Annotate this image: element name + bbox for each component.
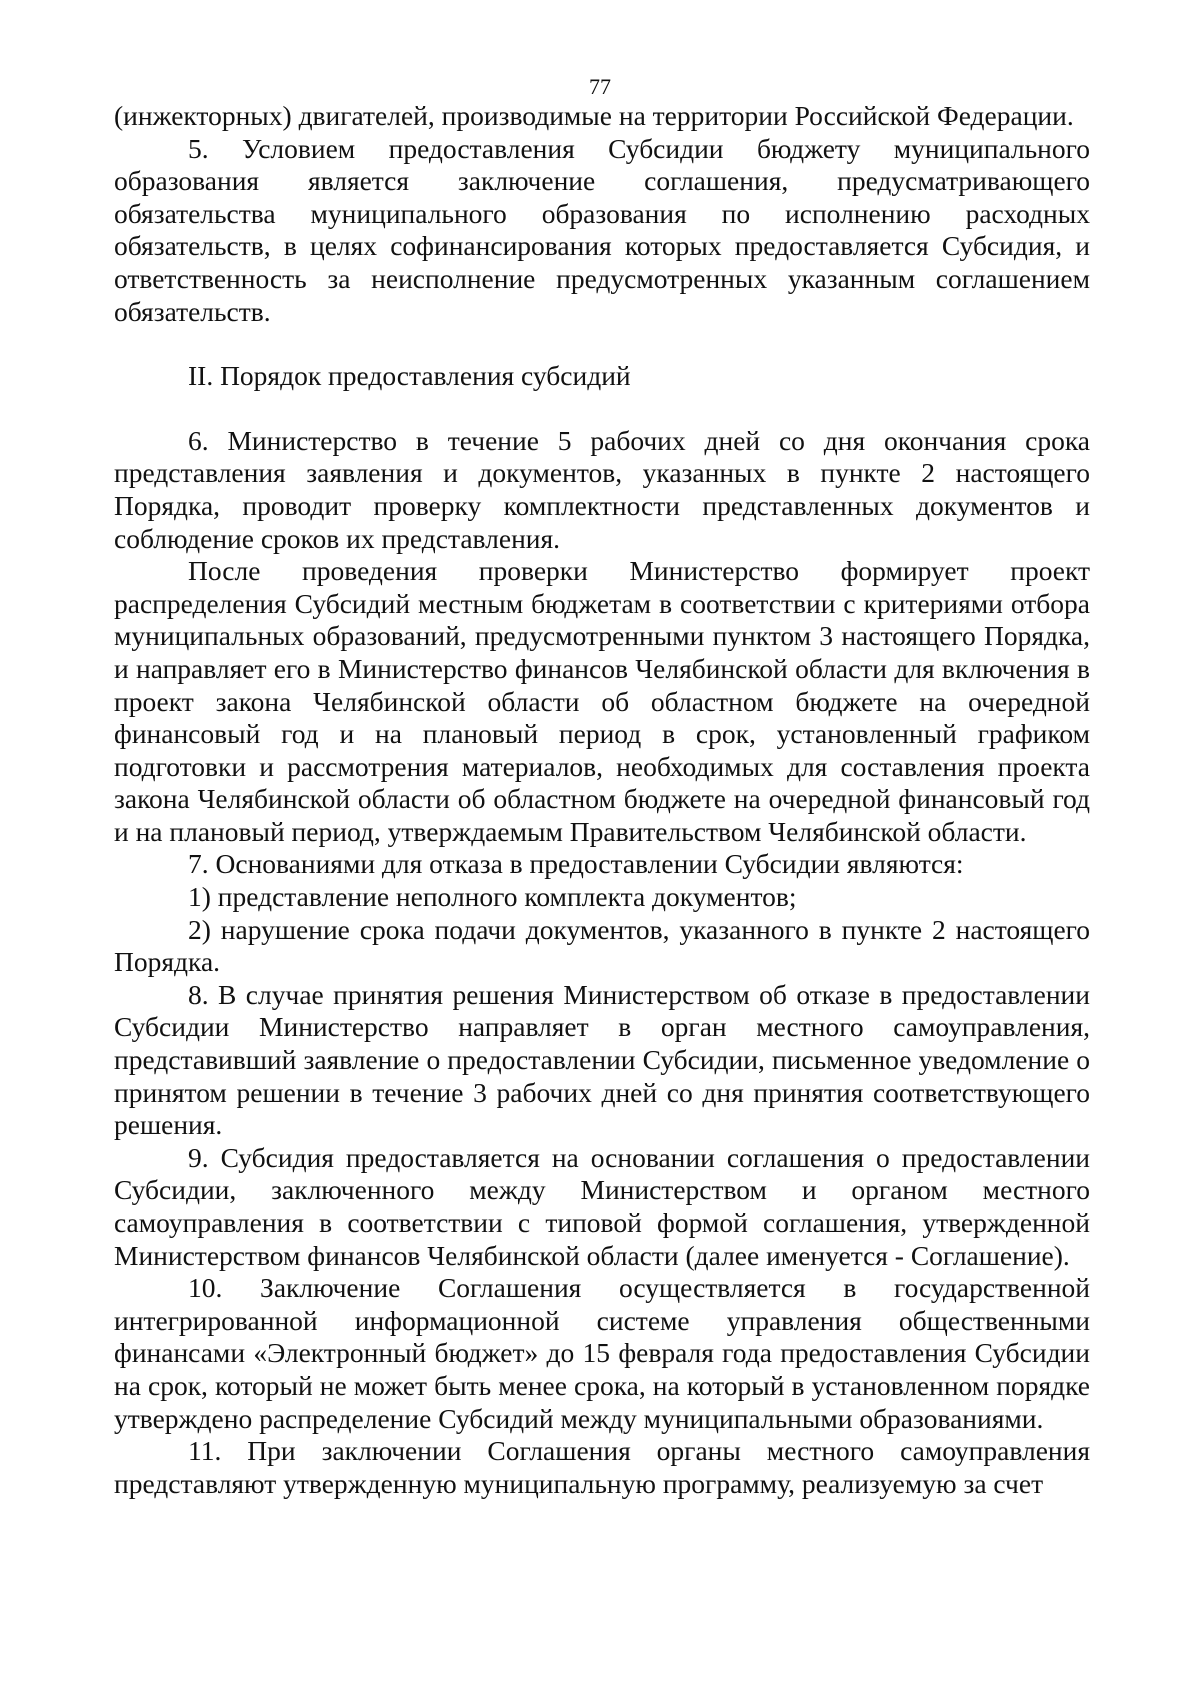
paragraph-11: 11. При заключении Соглашения органы местного самоуправления представляют утвержденную муниципальную программу, реализуемую за счет [114, 1435, 1090, 1499]
paragraph-continuation: (инжекторных) двигателей, производимые на территории Российской Федерации. [114, 100, 1074, 131]
page-number: 77 [589, 74, 611, 99]
paragraph-9: 9. Субсидия предоставляется на основании соглашения о предоставлении Субсидии, заключенного между Министерством и органом местного самоуправления в соответствии с типовой формой соглашения, утвержденной Министерством финансов Челябинской области (далее именуется - Соглашение). [114, 1141, 1090, 1271]
paragraph-10: 10. Заключение Соглашения осуществляется в государственной интегрированной информационной системе управления общественными финансами «Электронный бюджет» до 15 февраля года предоставления Субсидии на срок, который не может быть менее срока, на который в установленном порядке утверждено распределение Субсидий между муниципальными образованиями. [114, 1272, 1090, 1434]
paragraph-7-item-2: 2) нарушение срока подачи документов, указанного в пункте 2 настоящего Порядка. [114, 913, 1090, 978]
section-heading: II. Порядок предоставления субсидий [188, 360, 631, 392]
document-body [114, 100, 1090, 1500]
paragraph-7: 7. Основаниями для отказа в предоставлении Субсидии являются: [188, 848, 964, 880]
paragraph-5: 5. Условием предоставления Субсидии бюджету муниципального образования является заключение соглашения, предусматривающего обязательства муниципального образования по исполнению расходных обязательств, в целях софинансирования которых предоставляется Субсидия, и ответственность за неисполнение предусмотренных указанным соглашением обязательств. [114, 132, 1090, 327]
paragraph-6-continued: После проведения проверки Министерство формирует проект распределения Субсидий местным бюджетам в соответствии с критериями отбора муниципальных образований, предусмотренными пунктом 3 настоящего Порядка, и направляет его в Министерство финансов Челябинской области для включения в проект закона Челябинской области об областном бюджете на очередной финансовый год и на плановый период в срок, установленный графиком подготовки и рассмотрения материалов, необходимых для составления проекта закона Челябинской области об областном бюджете на очередной финансовый год и на плановый период, утверждаемым Правительством Челябинской области. [114, 555, 1090, 847]
paragraph-6: 6. Министерство в течение 5 рабочих дней со дня окончания срока представления заявления и документов, указанных в пункте 2 настоящего Порядка, проводит проверку комплектности представленных документов и соблюдение сроков их представления. [114, 424, 1090, 554]
paragraph-7-item-1: 1) представление неполного комплекта документов; [188, 881, 797, 913]
paragraph-8: 8. В случае принятия решения Министерством об отказе в предоставлении Субсидии Министерство направляет в орган местного самоуправления, представивший заявление о предоставлении Субсидии, письменное уведомление о принятом решении в течение 3 рабочих дней со дня принятия соответствующего решения. [114, 978, 1090, 1141]
